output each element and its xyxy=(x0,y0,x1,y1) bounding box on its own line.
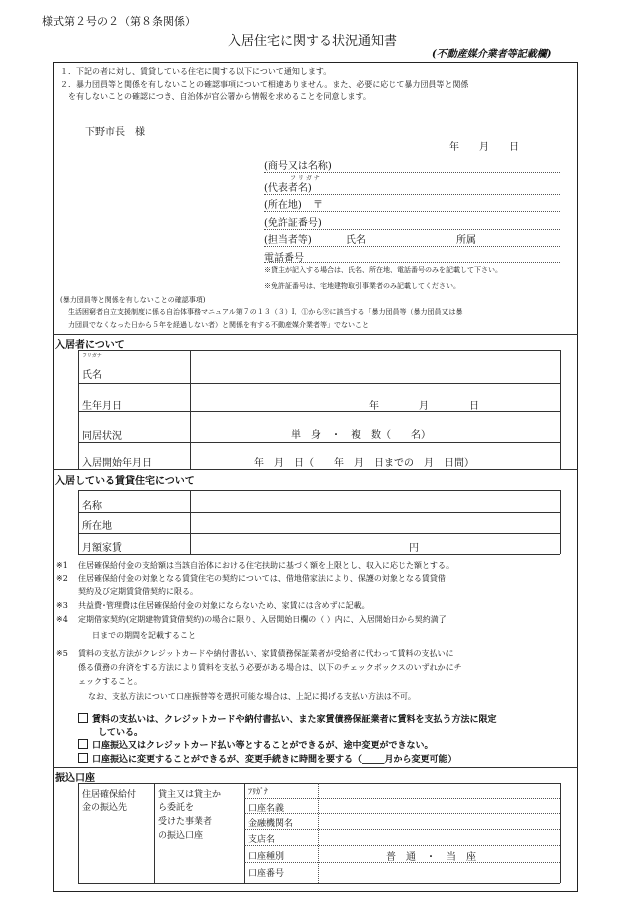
note-mark: ※3 xyxy=(56,601,68,610)
bank-heading: 振込口座 xyxy=(55,773,95,784)
form-number: 様式第２号の２（第８条関係） xyxy=(42,15,196,28)
notice-date: 年 月 日 xyxy=(449,142,519,153)
household-value[interactable]: 単 身 ・ 複 数（ 名） xyxy=(291,430,431,441)
checkbox-option-1-text-2: している。 xyxy=(98,728,144,738)
checkbox-icon[interactable] xyxy=(78,739,88,749)
note-text: 定期借家契約(定期建物賃貸借契約)の場合に限り、入居開始日欄の（ ）内に、入居開始日から契約満了 xyxy=(78,615,447,624)
institution-label: 金融機関名 xyxy=(248,819,294,829)
note-text: 係る債務の弁済をする方法により賃料を支払う必要がある場合は、以下のチェックボックスのいずれかにチ xyxy=(78,663,462,672)
account-number-label: 口座番号 xyxy=(248,869,285,879)
housing-name-field[interactable] xyxy=(194,493,556,510)
note-item xyxy=(56,676,142,687)
note-item xyxy=(56,662,462,673)
address-label: (所在地) xyxy=(264,200,302,211)
housing-heading: 入居している賃貸住宅について xyxy=(55,476,195,487)
note-mark: ※4 xyxy=(56,615,68,624)
intro-line-2a: ２．暴力団員等と関係を有しないことの確認事項について相違ありません。また、必要に応じて暴力団員等と関係 xyxy=(60,80,469,89)
bank-col2-line-2: ら委託を xyxy=(158,803,195,813)
checkbox-option-3[interactable] xyxy=(78,752,457,765)
note-text: 日までの期間を記載すること xyxy=(92,631,196,640)
checkbox-option-3-text: 口座振込に変更することができるが、変更手続きに時間を要する（_____月から変更可能） xyxy=(92,755,457,765)
account-type-value[interactable]: 普 通 ・ 当 座 xyxy=(386,852,476,863)
rent-unit: 円 xyxy=(409,543,419,554)
confirm-heading: (暴力団員等と関係を有しないことの確認事項) xyxy=(60,296,206,304)
note-text: 共益費･管理費は住居確保給付金の対象にならないため、家賃には含めずに記載。 xyxy=(78,601,370,610)
representative-furigana: フ リ ガ ナ xyxy=(290,175,320,182)
account-holder-label: 口座名義 xyxy=(248,804,285,814)
bank-col2-line-1: 貸主又は貸主か xyxy=(158,790,222,800)
note-item xyxy=(56,648,453,659)
trade-name-label: (商号又は名称) xyxy=(264,161,332,172)
checkbox-icon[interactable] xyxy=(78,753,88,763)
bank-col1-line-1: 住居確保給付 xyxy=(82,790,137,800)
intro-line-1: １．下記の者に対し、賃貸している住宅に関する以下について通知します。 xyxy=(60,67,332,76)
note-text: 住居確保給付金の対象となる賃貸住宅の契約については、借地借家法により、保護の対象となる賃貸借 xyxy=(78,574,446,583)
postal-mark: 〒 xyxy=(313,200,323,211)
note-mark: ※2 xyxy=(56,574,68,583)
bank-col2-line-4: の振込口座 xyxy=(158,831,204,841)
note-text: 賃料の支払方法がクレジットカードや納付書払い、家賃債務保証業者が受給者に代わって賃料の支払いに xyxy=(78,649,454,658)
note-item xyxy=(56,691,416,702)
confirm-line-1: 生活困窮者自立支援制度に係る自治体事務マニュアル第７の１３（３）Ⅰ．①から⑨に該当する「暴力団員等（暴力団員又は暴 xyxy=(68,308,463,316)
confirm-line-2: 力団員でなくなった日から５年を経過しない者）と関係を有する不動産媒介業者等」でないこと xyxy=(68,321,369,329)
birth-label: 生年月日 xyxy=(82,401,122,412)
checkbox-option-1-text: 賃料の支払いは、クレジットカードや納付書払い、また家賃債務保証業者に賃料を支払う方法に限定 xyxy=(92,715,497,725)
note-item xyxy=(56,573,446,584)
resident-furigana-label: フリガナ xyxy=(82,353,102,359)
bank-furigana-label: ﾌﾘｶﾞﾅ xyxy=(248,787,268,796)
resident-name-field[interactable] xyxy=(194,356,556,378)
staff-label: (担当者等) xyxy=(264,235,312,246)
note-mark: ※1 xyxy=(56,561,68,570)
address-line[interactable] xyxy=(264,211,560,212)
note-text: 契約及び定期賃貸借契約に限る。 xyxy=(78,587,198,596)
checkbox-option-2[interactable] xyxy=(78,738,434,751)
note-item xyxy=(56,614,447,625)
license-line[interactable] xyxy=(264,229,560,230)
license-label: (免許証番号) xyxy=(264,218,322,229)
note-item xyxy=(56,600,370,611)
move-in-value[interactable]: 年 月 日（ 年 月 日までの 月 日間） xyxy=(254,458,474,469)
rent-label: 月額家賃 xyxy=(82,543,122,554)
note-text: 住居確保給付金の支給額は当該自治体における住宅扶助に基づく額を上限とし、収入に応じた額とする。 xyxy=(78,561,454,570)
note-item xyxy=(56,560,454,571)
staff-name-label: 氏名 xyxy=(346,235,366,246)
staff-dept-label: 所属 xyxy=(456,235,476,246)
page-title: 入居住宅に関する状況通知書 xyxy=(228,34,398,49)
bank-col1-line-2: 金の振込先 xyxy=(82,803,128,813)
phone-line[interactable] xyxy=(264,262,560,263)
representative-line[interactable] xyxy=(264,194,560,195)
addressee: 下野市長 様 xyxy=(85,127,145,138)
checkbox-icon[interactable] xyxy=(78,713,88,723)
note-text: なお、支払方法について口座振替等を選択可能な場合は、上記に掲げる支払い方法は不可。 xyxy=(88,692,416,701)
birth-value[interactable]: 年 月 日 xyxy=(369,401,479,412)
branch-label: 支店名 xyxy=(248,835,276,845)
housing-location-field[interactable] xyxy=(194,514,556,531)
note-text: ェックすること。 xyxy=(78,677,142,686)
note-mark: ※5 xyxy=(56,649,68,658)
checkbox-option-1[interactable] xyxy=(78,712,497,725)
representative-label: (代表者名) xyxy=(264,183,312,194)
note-item xyxy=(56,586,198,597)
household-label: 同居状況 xyxy=(82,431,122,442)
account-type-label: 口座種別 xyxy=(248,852,285,862)
applicant-note-1: ※貸主が記入する場合は、氏名、所在地、電話番号のみを記載して下さい。 xyxy=(264,266,502,274)
move-in-label: 入居開始年月日 xyxy=(82,458,152,469)
account-number-field[interactable] xyxy=(322,864,556,880)
note-item xyxy=(56,630,196,641)
phone-label: 電話番号 xyxy=(264,253,304,264)
bank-col2-line-3: 受けた事業者 xyxy=(158,817,213,827)
checkbox-option-2-text: 口座振込又はクレジットカード払い等とすることができるが、途中変更ができない。 xyxy=(92,741,434,751)
housing-name-label: 名称 xyxy=(82,501,102,512)
page-subtitle: (不動産媒介業者等記載欄) xyxy=(432,49,552,60)
intro-line-2b: を有しないことの確認につき、自治体が官公署から情報を求めることを同意します。 xyxy=(68,92,371,101)
staff-line[interactable] xyxy=(264,246,560,247)
resident-name-label: 氏名 xyxy=(82,370,102,381)
resident-heading: 入居者について xyxy=(55,340,125,351)
applicant-note-2: ※免許証番号は、宅地建物取引事業者のみ記載してください。 xyxy=(264,282,460,290)
housing-location-label: 所在地 xyxy=(82,521,112,532)
